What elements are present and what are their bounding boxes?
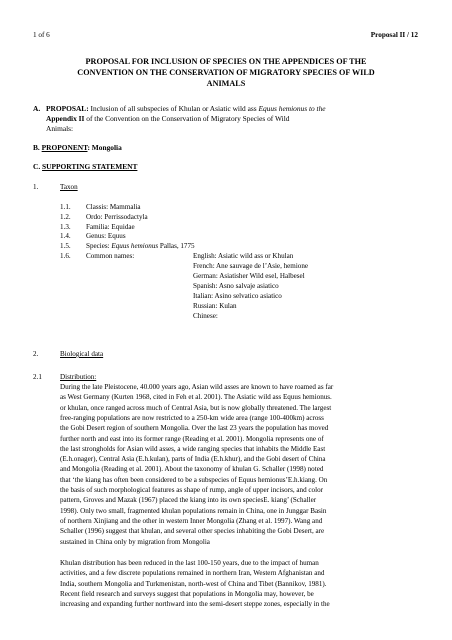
species-name: Equus hemionus — [111, 242, 159, 250]
common-name-french: French: Ane sauvage de l’Asie, hemione — [193, 262, 309, 270]
section-a-text-2: of the Convention on the Conservation of Migratory Species of Wild — [84, 114, 290, 123]
section-c-label: C. — [33, 162, 41, 171]
appendix-label: Appendix II — [46, 114, 85, 123]
taxon-item-number: 1.1. — [60, 203, 71, 211]
section-a-heading: PROPOSAL: — [46, 104, 89, 113]
section-b-line — [33, 143, 122, 152]
distribution-heading: Distribution: — [60, 373, 97, 381]
document-title-line-1: PROPOSAL FOR INCLUSION OF SPECIES ON THE APPENDICES OF THE — [85, 57, 367, 66]
proposal-reference: Proposal II / 12 — [370, 31, 418, 39]
taxon-item-number: 1.2. — [60, 213, 71, 221]
paragraph-line: further north and east into its former range (Reading et al. 2001). Mongolia represents one of — [60, 434, 324, 443]
section-b-heading: PROPONENT — [41, 143, 88, 152]
paragraph-line: pattern, Groves and Mazak (1967) placed the kiang into its own speciesE. kiang’ (Schaller — [60, 496, 317, 505]
section-a-line-2 — [46, 114, 289, 123]
taxon-item-ordo: Ordo: Perrissodactyla — [86, 213, 148, 221]
taxon-item-number: 1.5. — [60, 242, 71, 250]
distribution-number: 2.1 — [33, 373, 42, 381]
section-a-line-1 — [46, 104, 326, 113]
common-name-chinese: Chinese: — [193, 312, 218, 320]
taxon-number: 1. — [33, 183, 39, 191]
taxon-item-classis: Classis: Mammalia — [86, 203, 141, 211]
paragraph-line: 1998). Only two small, fragmented khulan populations remain in China, one in Junggar Basin — [60, 506, 327, 515]
section-a-species: Equus hemionus to the — [258, 104, 326, 113]
paragraph-line: sustained in China only by migration from Mongolia — [60, 537, 210, 546]
biological-number: 2. — [33, 350, 39, 358]
taxon-item-genus: Genus: Equus — [86, 232, 126, 240]
species-author: Pallas, 1775 — [158, 242, 195, 250]
taxon-heading: Taxon — [60, 183, 78, 191]
common-name-italian: Italian: Asino selvatico asiatico — [193, 292, 282, 300]
section-c-heading: SUPPORTING STATEMENT — [42, 162, 138, 171]
paragraph-line: Khulan distribution has been reduced in the last 100-150 years, due to the impact of human — [60, 559, 319, 567]
paragraph-line: and Mongolia (Reading et al. 2001). About the taxonomy of khulan G. Schaller (1998) noted — [60, 465, 324, 474]
paragraph-line: that ‘the kiang has often been considered to be a subspecies of Equus hemionus’E.h.kiang. On — [60, 475, 328, 484]
taxon-item-number: 1.4. — [60, 232, 71, 240]
paragraph-line: (E.h.onager), Central Asia (E.h.kulan), parts of India (E.h.khur), and the Gobi desert of China — [60, 455, 326, 464]
paragraph-line: the basis of such morphological features as shape of rump, angle of upper incisors, and color — [60, 486, 323, 494]
page-number: 1 of 6 — [33, 31, 50, 39]
section-c-line — [33, 162, 137, 171]
paragraph-line: increasing and expanding further northward into the semi-desert steppe zones, especially in the — [60, 600, 330, 609]
common-name-english: English: Asiatic wild ass or Khulan — [193, 252, 294, 260]
document-title-line-3: ANIMALS — [206, 79, 246, 88]
paragraph-line: free-ranging populations are now restricted to a 250-km wide area (range 100-400km) across — [60, 413, 324, 422]
biological-heading: Biological data — [60, 350, 104, 358]
taxon-item-number: 1.3. — [60, 223, 71, 231]
species-prefix: Species: — [86, 242, 112, 250]
common-name-russian: Russian: Kulan — [193, 302, 237, 310]
section-a-line-3: Animals: — [46, 124, 74, 133]
paragraph-line: the Gobi Desert region of southern Mongolia. Over the last 23 years the population has moved — [60, 424, 329, 433]
document-title-line-2: CONVENTION ON THE CONSERVATION OF MIGRATORY SPECIES OF WILD — [77, 68, 375, 77]
paragraph-line: Recent field research and surveys suggest that populations in Mongolia may, however, be — [60, 589, 314, 598]
taxon-item-species — [86, 242, 195, 250]
paragraph-line: India, southern Mongolia and Turkmenistan, north-west of China and Tibet (Bannikov, 1981). — [60, 579, 327, 588]
section-a-label: A. — [33, 104, 41, 113]
paragraph-line: the last strongholds for Asian wild asses, a wide ranging species that inhabits the Middle East — [60, 444, 326, 453]
common-name-spanish: Spanish: Asno salvaje asiatico — [193, 282, 279, 290]
section-b-label: B. — [33, 143, 40, 152]
paragraph-line: or khulan, once ranged across much of Central Asia, but is now globally threatened. The largest — [60, 403, 332, 412]
paragraph-line: activities, and a few discrete populations remained in northern Iran, Western Afghanistan and — [60, 569, 325, 578]
paragraph-line: of northern Xinjiang and the other in western Inner Mongolia (Zhang et al. 1997). Wang and — [60, 516, 323, 525]
paragraph-line: Schaller (1996) suggest that khulan, and several other species inhabiting the Gobi Desert, are — [60, 527, 325, 536]
taxon-item-common-names: Common names: — [86, 252, 135, 260]
section-b-value: : Mongolia — [87, 143, 122, 152]
paragraph-line: During the late Pleistocene, 40.000 years ago, Asian wild asses are known to have roamed as far — [60, 383, 334, 391]
taxon-item-familia: Familia: Equidae — [86, 223, 135, 231]
common-name-german: German: Asiatisher Wild esel, Halbesel — [193, 272, 305, 280]
section-a-text: Inclusion of all subspecies of Khulan or Asiatic wild ass — [88, 104, 259, 113]
taxon-item-number: 1.6. — [60, 252, 71, 260]
paragraph-line: as West Germany (Kurten 1968, cited in Feh et al. 2001). The Asiatic wild ass Equus hemionus. — [60, 393, 332, 402]
